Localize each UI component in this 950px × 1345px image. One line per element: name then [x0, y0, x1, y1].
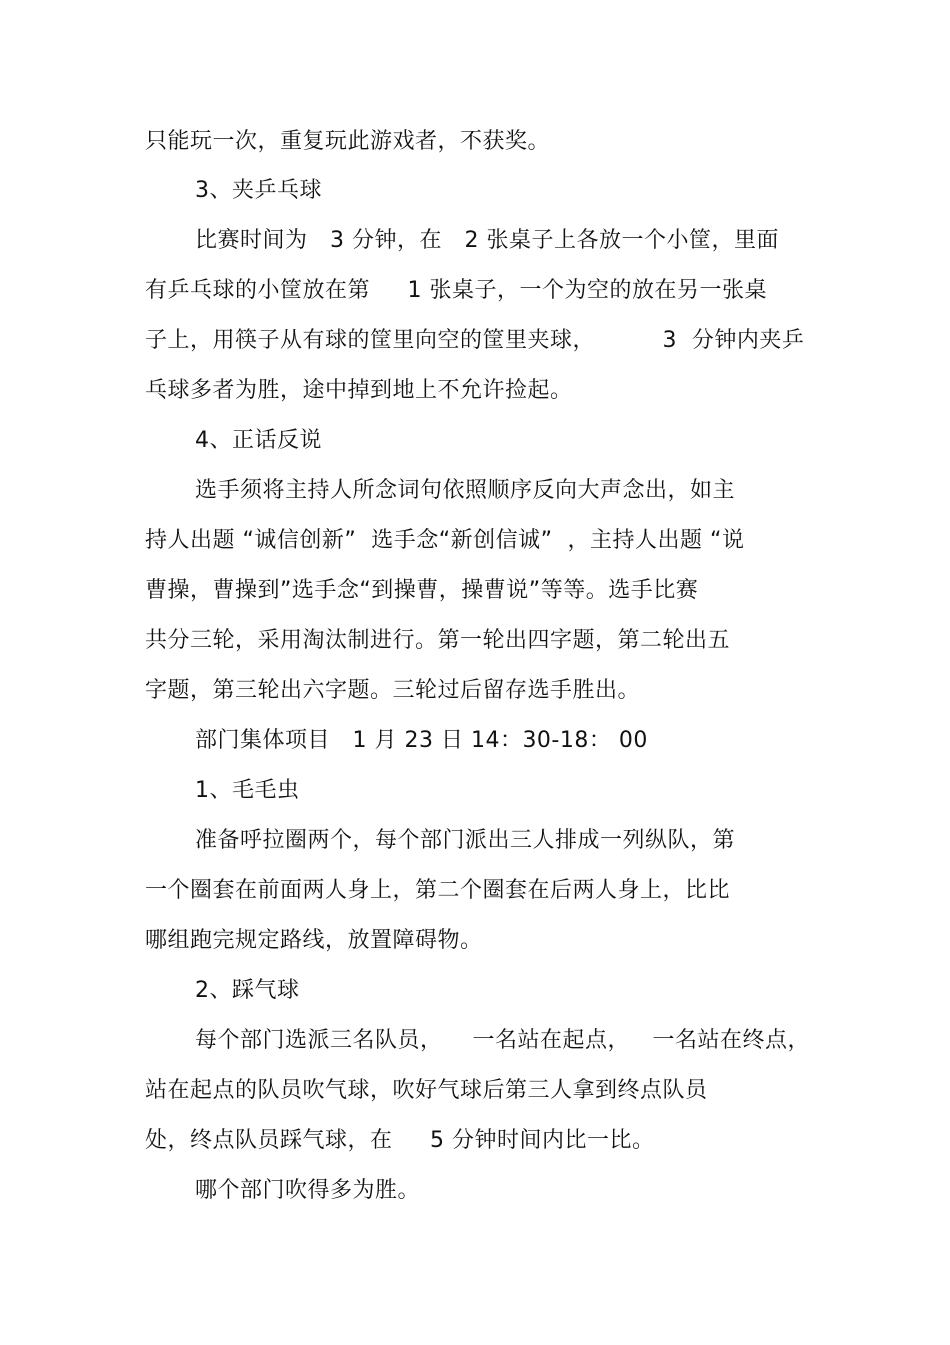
paragraph-line: 站在起点的队员吹气球，吹好气球后第三人拿到终点队员 — [145, 1078, 708, 1103]
section-heading-reverse-speech: 4、正话反说 — [195, 428, 322, 453]
paragraph-line: 字题，第三轮出六字题。三轮过后留存选手胜出。 — [145, 678, 641, 703]
section-heading-stomp-balloon: 2、踩气球 — [195, 978, 300, 1003]
section-heading-department-events: 部门集体项目 1 月 23 日 14：30-18： 00 — [195, 728, 648, 753]
paragraph-line: 处，终点队员踩气球，在 5 分钟时间内比一比。 — [145, 1128, 655, 1153]
paragraph-line: 曹操，曹操到”选手念“到操曹，操曹说”等等。选手比赛 — [145, 578, 699, 603]
paragraph-line: 每个部门选派三名队员， 一名站在起点， 一名站在终点， — [195, 1028, 810, 1053]
paragraph-line: 持人出题 “诚信创新” 选手念“新创信诚” ，主持人出题 “说 — [145, 528, 745, 553]
paragraph-line: 乓球多者为胜，途中掉到地上不允许捡起。 — [145, 378, 573, 403]
paragraph-line: 只能玩一次，重复玩此游戏者，不获奖。 — [145, 129, 551, 154]
section-heading-caterpillar: 1、毛毛虫 — [195, 778, 300, 803]
paragraph-line: 有乒乓球的小筐放在第 1 张桌子，一个为空的放在另一张桌 — [145, 278, 767, 303]
paragraph-line: 准备呼拉圈两个，每个部门派出三人排成一列纵队，第 — [195, 828, 736, 853]
section-heading-ping-pong: 3、夹乒乓球 — [195, 178, 322, 203]
paragraph-line: 选手须将主持人所念词句依照顺序反向大声念出，如主 — [195, 478, 736, 503]
paragraph-line: 哪个部门吹得多为胜。 — [195, 1178, 421, 1203]
paragraph-line: 哪组跑完规定路线，放置障碍物。 — [145, 928, 483, 953]
paragraph-line: 比赛时间为 3 分钟，在 2 张桌子上各放一个小筐，里面 — [195, 228, 779, 253]
paragraph-line: 子上，用筷子从有球的筐里向空的筐里夹球， 3 分钟内夹乒 — [145, 328, 805, 353]
paragraph-line: 共分三轮，采用淘汰制进行。第一轮出四字题，第二轮出五 — [145, 628, 731, 653]
paragraph-line: 一个圈套在前面两人身上，第二个圈套在后两人身上，比比 — [145, 878, 731, 903]
